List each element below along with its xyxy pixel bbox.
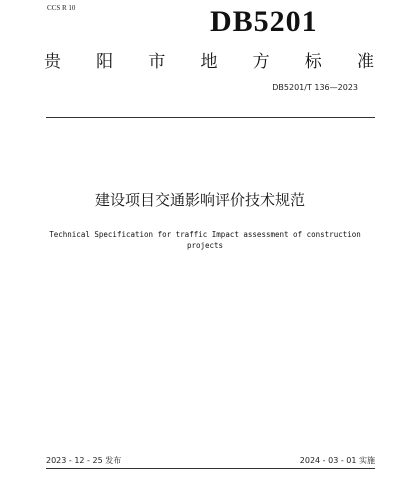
heading-char: 阳	[96, 52, 114, 72]
heading-char: 贵	[44, 52, 61, 72]
local-standard-heading	[44, 47, 374, 72]
footer-divider	[46, 468, 375, 469]
heading-char: 市	[148, 52, 166, 72]
ccs-classification-code: CCS R 10	[47, 4, 76, 12]
heading-char: 准	[356, 52, 374, 72]
heading-char: 标	[304, 52, 322, 72]
standard-number: DB5201/T 136—2023	[272, 83, 358, 92]
implementation-date: 2024 - 03 - 01 实施	[299, 456, 375, 465]
document-title-english: Technical Specification for traffic Impact assessment of construction projects	[49, 230, 361, 250]
issue-date: 2023 - 12 - 25 发布	[46, 456, 122, 465]
db-standard-mark: DB5201	[210, 5, 318, 38]
header-divider	[46, 117, 375, 118]
heading-char: 方	[252, 52, 270, 72]
document-title-chinese: 建设项目交通影响评价技术规范	[94, 191, 305, 209]
heading-char: 地	[200, 52, 218, 72]
